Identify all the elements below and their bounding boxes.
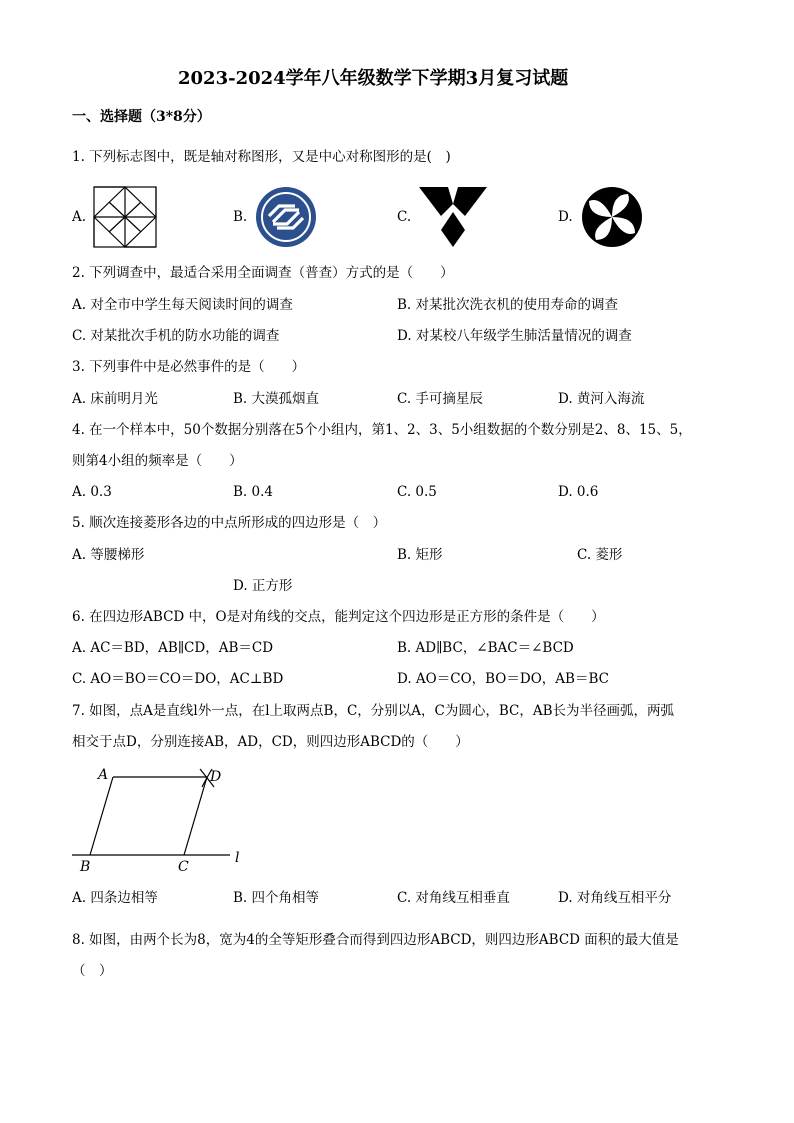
q7-option-c: C. 对角线互相垂直 [397, 890, 510, 906]
question-7-stem-line2: 相交于点D，分别连接AB，AD，CD，则四边形ABCD的（ ） [72, 734, 469, 750]
q2-option-c: C. 对某批次手机的防水功能的调查 [72, 328, 280, 344]
question-8-stem-line2: （ ） [72, 963, 113, 979]
q2-option-d: D. 对某校八年级学生肺活量情况的调查 [397, 328, 632, 344]
q2-option-a: A. 对全市中学生每天阅读时间的调查 [72, 297, 293, 313]
china-mobile-logo-icon [255, 186, 317, 248]
q4-option-c: C. 0.5 [397, 484, 437, 500]
q6-option-a: A. AC＝BD，AB∥CD，AB＝CD [72, 640, 274, 656]
label-d: D [210, 769, 222, 785]
question-6-stem: 6. 在四边形ABCD 中，O是对角线的交点，能判定这个四边形是正方形的条件是（ ） [72, 609, 605, 625]
side-ab [90, 777, 113, 855]
q5-option-b: B. 矩形 [397, 547, 443, 563]
q5-option-c: C. 菱形 [577, 547, 623, 563]
question-8-stem-line1: 8. 如图，由两个长为8，宽为4的全等矩形叠合而得到四边形ABCD，则四边形ABCD 面积的最大值是 [72, 932, 679, 948]
label-a: A [98, 767, 109, 783]
q4-option-d: D. 0.6 [558, 484, 599, 500]
q1-option-c-label: C. [397, 209, 412, 225]
question-5-stem: 5. 顺次连接菱形各边的中点所形成的四边形是（ ） [72, 515, 387, 531]
q3-option-c: C. 手可摘星辰 [397, 391, 483, 407]
triangle-v-logo-icon [418, 186, 488, 248]
q6-option-d: D. AO＝CO，BO＝DO，AB＝BC [397, 671, 609, 687]
q7-option-b: B. 四个角相等 [233, 890, 320, 906]
side-dc [184, 777, 207, 855]
q2-option-b: B. 对某批次洗衣机的使用寿命的调查 [397, 297, 619, 313]
q5-option-a: A. 等腰梯形 [72, 547, 145, 563]
label-l: l [235, 850, 240, 866]
label-b: B [80, 859, 91, 875]
q6-option-c: C. AO＝BO＝CO＝DO，AC⊥BD [72, 671, 284, 687]
question-7-stem-line1: 7. 如图，点A是直线l外一点，在l上取两点B，C，分别以A，C为圆心，BC，AB长为半径画弧，两弧 [72, 703, 675, 719]
label-c: C [178, 859, 189, 875]
question-4-stem-line1: 4. 在一个样本中，50个数据分别落在5个小组内，第1、2、3、5小组数据的个数分别是2、8、15、5， [72, 422, 692, 438]
question-4-stem-line2: 则第4小组的频率是（ ） [72, 453, 243, 469]
question-3-stem: 3. 下列事件中是必然事件的是（ ） [72, 359, 306, 375]
q6-option-b: B. AD∥BC，∠BAC＝∠BCD [397, 640, 574, 656]
q1-option-b-label: B. [233, 209, 248, 225]
q5-option-d: D. 正方形 [233, 578, 293, 594]
q7-option-d: D. 对角线互相平分 [558, 890, 672, 906]
question-2-stem: 2. 下列调查中，最适合采用全面调查（普查）方式的是（ ） [72, 265, 454, 281]
q1-option-d-label: D. [558, 209, 573, 225]
q3-option-d: D. 黄河入海流 [558, 391, 645, 407]
q3-option-b: B. 大漠孤烟直 [233, 391, 320, 407]
q1-option-a-label: A. [72, 209, 87, 225]
q4-option-b: B. 0.4 [233, 484, 273, 500]
q7-option-a: A. 四条边相等 [72, 890, 158, 906]
pinwheel-logo-icon [93, 186, 157, 248]
q3-option-a: A. 床前明月光 [72, 391, 158, 407]
page-title: 2023-2024学年八年级数学下学期3月复习试题 [178, 68, 569, 89]
q4-option-a: A. 0.3 [72, 484, 112, 500]
parallelogram-figure [70, 765, 250, 880]
question-1-stem: 1. 下列标志图中，既是轴对称图形，又是中心对称图形的是( ) [72, 149, 451, 165]
four-petal-circle-logo-icon [581, 186, 643, 248]
section-heading: 一、选择题（3*8分） [72, 109, 211, 125]
